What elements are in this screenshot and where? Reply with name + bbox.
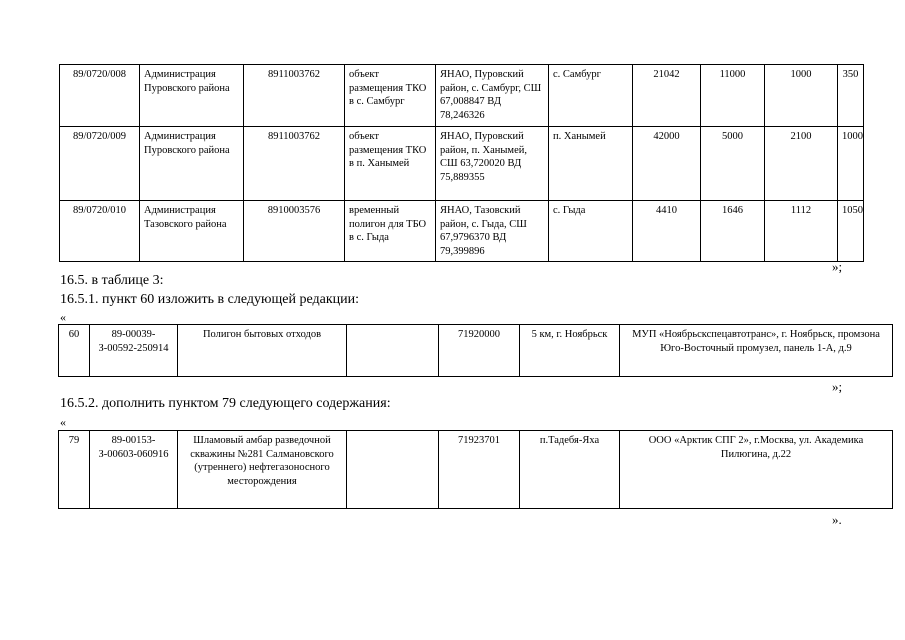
item-owner: МУП «Ноябрьскспецавтотранс», г. Ноябрьск, промзона Юго-Восточный промузел, панель 1-А, д.9 xyxy=(620,325,893,377)
object-value-3: 1112 xyxy=(765,201,838,262)
object-name: объект размещения ТКО в п. Ханымей xyxy=(345,127,436,201)
opening-quote-2: « xyxy=(60,415,66,429)
item-name: Шламовый амбар разведочной скважины №281 Салмановского (утреннего) нефтегазоносного месторождения xyxy=(178,431,347,509)
object-name: объект размещения ТКО в с. Самбург xyxy=(345,65,436,127)
object-settlement: п. Ханымей xyxy=(549,127,633,201)
object-settlement: с. Самбург xyxy=(549,65,633,127)
item-registry-number: 89-00153-З-00603-060916 xyxy=(90,431,178,509)
closing-quote-1: »; xyxy=(832,259,843,274)
section-heading-16-5-2: 16.5.2. дополнить пунктом 79 следующего содержания: xyxy=(60,396,391,411)
object-value-1: 21042 xyxy=(633,65,701,127)
item-number: 60 xyxy=(59,325,90,377)
objects-table xyxy=(59,64,864,262)
table-row xyxy=(60,201,864,262)
table-row xyxy=(60,127,864,201)
closing-quote-3: ». xyxy=(832,512,842,527)
item-oktmo: 71923701 xyxy=(439,431,520,509)
object-inn: 8911003762 xyxy=(244,65,345,127)
object-value-4: 350 xyxy=(838,65,864,127)
item-place: 5 км, г. Ноябрьск xyxy=(520,325,620,377)
item-registry-number: 89-00039-З-00592-250914 xyxy=(90,325,178,377)
object-value-4: 1000 xyxy=(838,127,864,201)
item-owner: ООО «Арктик СПГ 2», г.Москва, ул. Академика Пилюгина, д.22 xyxy=(620,431,893,509)
object-value-2: 1646 xyxy=(701,201,765,262)
object-admin: Администрация Пуровского района xyxy=(140,65,244,127)
object-location: ЯНАО, Пуровский район, с. Самбург, СШ 67,008847 ВД 78,246326 xyxy=(436,65,549,127)
object-code: 89/0720/008 xyxy=(60,65,140,127)
section-heading-16-5: 16.5. в таблице 3: xyxy=(60,273,164,288)
item-number: 79 xyxy=(59,431,90,509)
item-60-table xyxy=(58,324,893,377)
section-heading-16-5-1: 16.5.1. пункт 60 изложить в следующей редакции: xyxy=(60,292,359,307)
object-value-1: 42000 xyxy=(633,127,701,201)
table-row xyxy=(59,431,893,509)
object-code: 89/0720/009 xyxy=(60,127,140,201)
object-value-4: 1050 xyxy=(838,201,864,262)
object-location: ЯНАО, Пуровский район, п. Ханымей, СШ 63,720020 ВД 75,889355 xyxy=(436,127,549,201)
table-row xyxy=(59,325,893,377)
object-name: временный полигон для ТБО в с. Гыда xyxy=(345,201,436,262)
object-admin: Администрация Тазовского района xyxy=(140,201,244,262)
object-value-1: 4410 xyxy=(633,201,701,262)
item-name: Полигон бытовых отходов xyxy=(178,325,347,377)
object-location: ЯНАО, Тазовский район, с. Гыда, СШ 67,9796370 ВД 79,399896 xyxy=(436,201,549,262)
object-admin: Администрация Пуровского района xyxy=(140,127,244,201)
item-oktmo: 71920000 xyxy=(439,325,520,377)
object-code: 89/0720/010 xyxy=(60,201,140,262)
table-row xyxy=(60,65,864,127)
object-inn: 8910003576 xyxy=(244,201,345,262)
closing-quote-2: »; xyxy=(832,379,843,394)
object-value-2: 5000 xyxy=(701,127,765,201)
object-value-3: 2100 xyxy=(765,127,838,201)
object-value-3: 1000 xyxy=(765,65,838,127)
item-79-table xyxy=(58,430,893,509)
object-value-2: 11000 xyxy=(701,65,765,127)
item-place: п.Тадебя-Яха xyxy=(520,431,620,509)
item-empty-cell xyxy=(347,325,439,377)
item-empty-cell xyxy=(347,431,439,509)
object-inn: 8911003762 xyxy=(244,127,345,201)
object-settlement: с. Гыда xyxy=(549,201,633,262)
opening-quote-1: « xyxy=(60,310,66,324)
